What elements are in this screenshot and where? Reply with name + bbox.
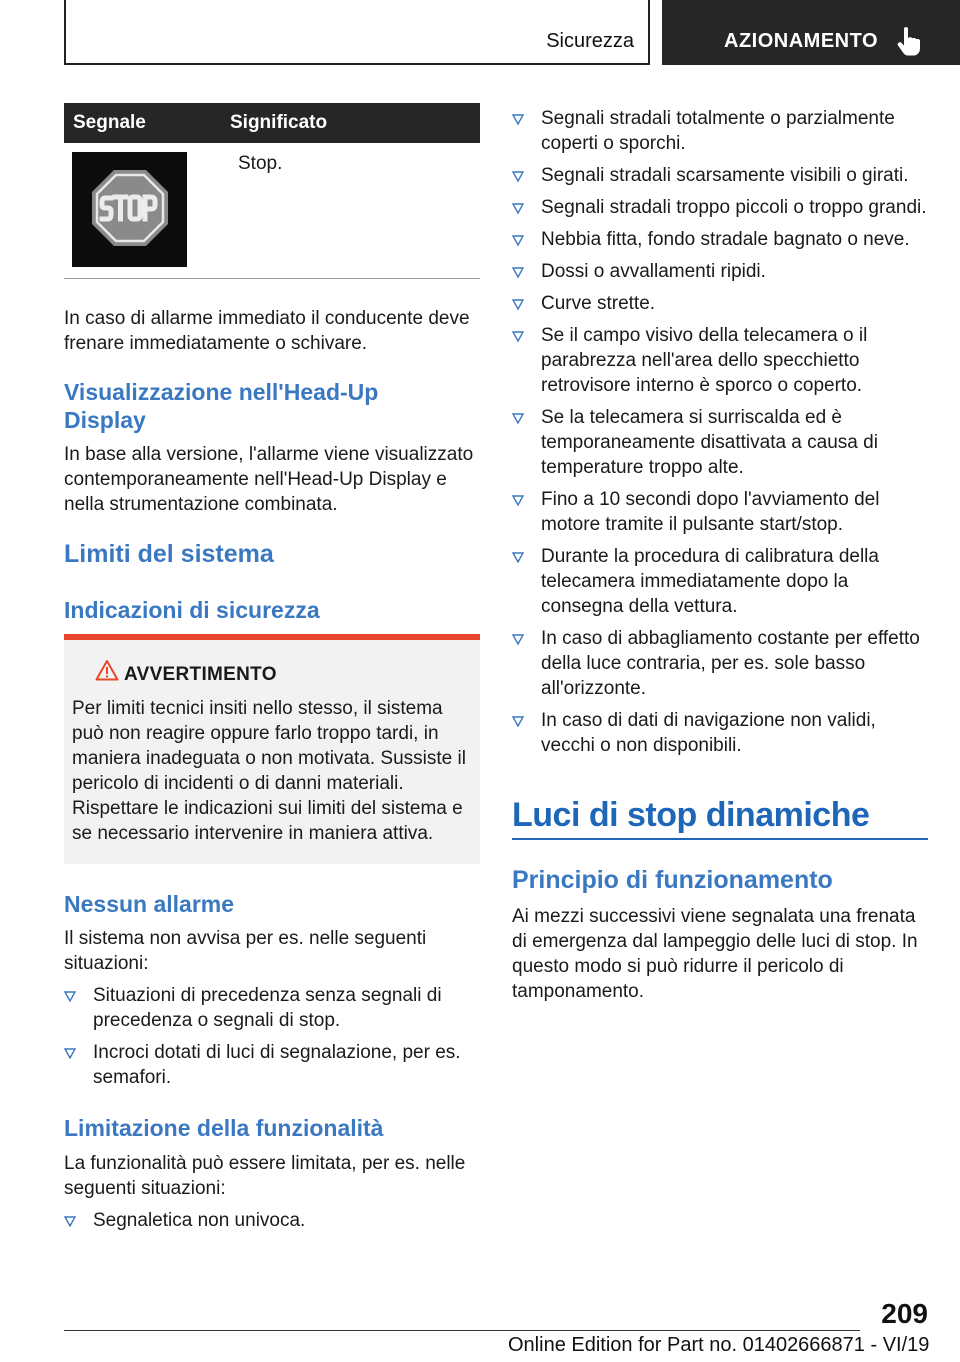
list-item: Incroci dotati di luci di segnalazione, per es. semafori. [64, 1040, 480, 1090]
triangle-bullet-icon [512, 203, 524, 214]
stop-sign-image [72, 152, 187, 267]
triangle-bullet-icon [512, 413, 524, 424]
triangle-bullet-icon [64, 991, 76, 1002]
heading-dynamic-brake-lights: Luci di stop dinamiche [512, 796, 870, 834]
table-header [64, 103, 480, 143]
paragraph-alarm: In caso di allarme immediato il conducente deve frenare immediatamente o schivare. [64, 308, 470, 354]
table-row [64, 143, 480, 279]
header-section-title: Sicurezza [546, 30, 634, 52]
header-section-box [64, 0, 650, 65]
heading-system-limits: Limiti del sistema [64, 540, 274, 568]
triangle-bullet-icon [512, 171, 524, 182]
list-item: In caso di abbagliamento costante per effetto della luce contraria, per es. sole basso all'orizzonte. [512, 626, 932, 701]
heading-safety: Indicazioni di sicurezza [64, 597, 320, 623]
list-item: Nebbia fitta, fondo stradale bagnato o neve. [512, 227, 932, 252]
list-item: Curve strette. [512, 291, 932, 316]
header-chapter-title: AZIONAMENTO [724, 30, 879, 52]
triangle-bullet-icon [512, 114, 524, 125]
table-header-meaning: Significato [230, 112, 328, 133]
warning-bar [64, 634, 480, 640]
list-item: Situazioni di precedenza senza segnali di precedenza o segnali di stop. [64, 983, 480, 1033]
list-item: Fino a 10 secondi dopo l'avviamento del motore tramite il pulsante start/stop. [512, 487, 932, 537]
heading-rule [512, 838, 928, 840]
list-item: In caso di dati di navigazione non validi, vecchi o non disponibili. [512, 708, 932, 758]
no-alarm-list [64, 983, 480, 1097]
pointing-hand-icon [896, 26, 922, 56]
heading-limit-function: Limitazione della funzionalità [64, 1115, 384, 1141]
paragraph-no-alarm: Il sistema non avvisa per es. nelle seguenti situazioni: [64, 928, 427, 974]
triangle-bullet-icon [512, 235, 524, 246]
warning-box [64, 634, 480, 864]
warning-text: Per limiti tecnici insiti nello stesso, il sistema può non reagire oppure farlo troppo tardi, in maniera inadeguata o non motivata. Sussiste il pericolo di incidenti o di danni materiali. Rispettare le indicazioni sui limiti del sistema e se necessario intervenire in maniera attiva. [72, 698, 466, 844]
warning-title: AVVERTIMENTO [124, 664, 277, 685]
table-header-signal: Segnale [73, 112, 146, 133]
stop-sign-icon [90, 168, 170, 248]
list-item: Segnali stradali troppo piccoli o troppo grandi. [512, 195, 932, 220]
triangle-bullet-icon [512, 552, 524, 563]
paragraph-hud: In base alla versione, l'allarme viene visualizzato contemporaneamente nell'Head-Up Display e nella strumentazione combinata. [64, 444, 474, 515]
header-chapter-box [662, 0, 960, 65]
triangle-bullet-icon [512, 331, 524, 342]
list-item: Dossi o avvallamenti ripidi. [512, 259, 932, 284]
heading-hud: Visualizzazione nell'Head-Up Display [64, 379, 379, 433]
heading-principle: Principio di funzionamento [512, 866, 833, 894]
triangle-bullet-icon [64, 1048, 76, 1059]
footer-rule [64, 1330, 860, 1331]
list-item: Segnaletica non univoca. [64, 1208, 480, 1233]
list-item: Se il campo visivo della telecamera o il parabrezza nell'area dello specchietto retrovisore interno è sporco o coperto. [512, 323, 932, 398]
limit-list [64, 1208, 480, 1240]
footer-edition: Online Edition for Part no. 01402666871 - VI/19 [508, 1334, 930, 1356]
heading-no-alarm: Nessun allarme [64, 891, 235, 917]
list-item: Durante la procedura di calibratura della telecamera immediatamente dopo la consegna della vettura. [512, 544, 932, 619]
paragraph-limit-function: La funzionalità può essere limitata, per es. nelle seguenti situazioni: [64, 1153, 466, 1199]
page-number: 209 [881, 1298, 928, 1329]
triangle-bullet-icon [512, 267, 524, 278]
paragraph-principle: Ai mezzi successivi viene segnalata una frenata di emergenza dal lampeggio delle luci di stop. In questo modo si può ridurre il pericolo di tamponamento. [512, 906, 918, 1002]
table-cell-meaning: Stop. [238, 153, 283, 174]
limitation-list [512, 106, 932, 765]
warning-triangle-icon [95, 659, 119, 681]
list-item: Se la telecamera si surriscalda ed è temporaneamente disattivata a causa di temperature troppo alte. [512, 405, 932, 480]
triangle-bullet-icon [64, 1216, 76, 1227]
triangle-bullet-icon [512, 716, 524, 727]
list-item: Segnali stradali scarsamente visibili o girati. [512, 163, 932, 188]
sign-table [64, 103, 480, 279]
triangle-bullet-icon [512, 495, 524, 506]
triangle-bullet-icon [512, 634, 524, 645]
list-item: Segnali stradali totalmente o parzialmente coperti o sporchi. [512, 106, 932, 156]
triangle-bullet-icon [512, 299, 524, 310]
